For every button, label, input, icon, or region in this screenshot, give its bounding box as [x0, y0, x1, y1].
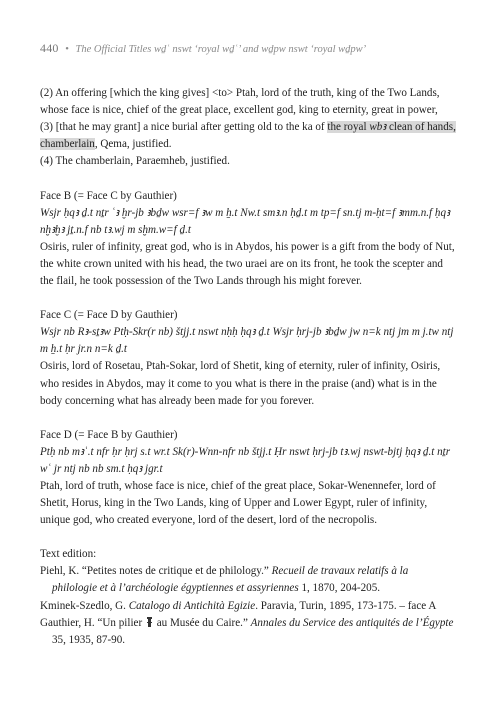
- face-d-transliteration: Ptḥ nb mꜣʿ.t nfr ḥr ḥrj s.t wr.t Sk(r)-Wnn-nfr nb štjj.t Ḥr nswt ḥrj-jb tꜣ.wj nswt-bjtj ḥqꜣ ḏ.t nṯr wʿ jr ntj nb nb sm.t ḥqꜣ jgr.t: [40, 445, 451, 475]
- djed-pillar-icon: [147, 617, 152, 627]
- highlight-part-b: clean of hands, chamberlain: [40, 121, 456, 151]
- face-d-translation: Ptah, lord of truth, whose face is nice, chief of the great place, Sokar-Wenennefer, lord of Shetit, Horus, king in the Two Lands, king of Upper and Lower Egypt, ruler of infinity, unique god, who created everyone, lord of the desert, lord of the necropolis.: [40, 479, 436, 527]
- reference-piehl: [40, 563, 456, 597]
- reference-gauthier: [40, 615, 456, 649]
- ref1-text: Piehl, K. “Petites notes de critique et de philology.”: [40, 565, 272, 578]
- face-b-transliteration: Wsjr ḥqꜣ ḏ.t nṯr ʿꜣ ḫr-jb ꜣbḏw wsr=f ꜣw m ẖ.t Nw.t smꜣ.n ḥḏ.t m tp=f sn.tj m-ḥt=f ꜣmm.n.f ḥqꜣ nḫꜣḫꜣ jṯ.n.f nb tꜣ.wj m sḫm.w=f ḏ.t: [40, 206, 450, 236]
- face-c-translation: Osiris, lord of Rosetau, Ptah-Sokar, lord of Shetit, king of eternity, ruler of infinity, Osiris, who resides in Abydos, may it come to you what is there in the praise (and) what is in the body concerning what has already been made for you forever.: [40, 360, 441, 407]
- face-c-heading: Face C (= Face D by Gauthier): [40, 309, 178, 322]
- running-head: [40, 40, 456, 58]
- face-d-heading: Face D (= Face B by Gauthier): [40, 428, 178, 441]
- spacer: [40, 171, 456, 188]
- face-b-heading: Face B (= Face C by Gauthier): [40, 189, 177, 202]
- ref3-tail: 35, 1935, 87-90.: [52, 633, 126, 646]
- ref3-text-b: au Musée du Caire.”: [153, 616, 251, 629]
- highlight-italic: wbꜣ: [369, 121, 387, 134]
- reference-kminek-szedlo: [40, 598, 456, 615]
- spacer: [40, 290, 456, 307]
- face-c-transliteration: Wsjr nb Rꜣ-sṯꜣw Ptḥ-Skr(r nb) štjj.t nswt nḥḥ ḥqꜣ ḏ.t Wsjr ḥrj-jb ꜣbḏw jw n=k ntj jm m j.tw ntj m ẖ.t ḥr jr.n n=k ḏ.t: [40, 326, 454, 356]
- highlight-part-a: the royal: [327, 121, 370, 134]
- inscription-line-2: (2) An offering [which the king gives] <to> Ptah, lord of the truth, king of the Two Lands, whose face is nice, chief of the great place, excellent god, king to eternity, great in power,: [40, 87, 440, 117]
- header-separator: •: [65, 44, 69, 55]
- ref1-journal: Recueil de travaux relatifs à la philologie et à l’archéologie égyptiennes et assyriennes: [52, 565, 409, 595]
- page-number: 440: [40, 41, 59, 55]
- line3-pre: (3) [that he may grant] a nice burial after getting old to the ka of: [40, 121, 328, 134]
- running-title: The Official Titles wḏʿ nswt ‘royal wḏʿ’ and wḏpw nswt ‘royal wḏpw’: [75, 44, 367, 55]
- inscription-line-4: (4) The chamberlain, Paraemheb, justified.: [40, 155, 230, 168]
- ref2-tail: . Paravia, Turin, 1895, 173-175. – face A: [255, 599, 437, 612]
- line3-post: , Qema, justified.: [94, 138, 172, 151]
- ref2-title: Catalogo di Antichità Egizie: [128, 599, 256, 612]
- ref1-tail: 1, 1870, 204-205.: [298, 582, 381, 595]
- ref3-text: Gauthier, H. “Un pilier: [40, 616, 145, 629]
- ref3-journal: Annales du Service des antiquités de l’Égypte: [250, 616, 454, 629]
- spacer: [40, 410, 456, 427]
- edition-heading: Text edition:: [40, 548, 97, 561]
- inscription-line-3: [40, 119, 456, 153]
- spacer: [40, 529, 456, 546]
- face-b-translation: Osiris, ruler of infinity, great god, who is in Abydos, his power is a gift from the body of Nut, the white crown united with his head, the two uraei are on its front, he took the scepter and the flail, he took possession of the Two Lands through his might forever.: [40, 240, 455, 288]
- ref2-text: Kminek-Szedlo, G.: [40, 599, 129, 612]
